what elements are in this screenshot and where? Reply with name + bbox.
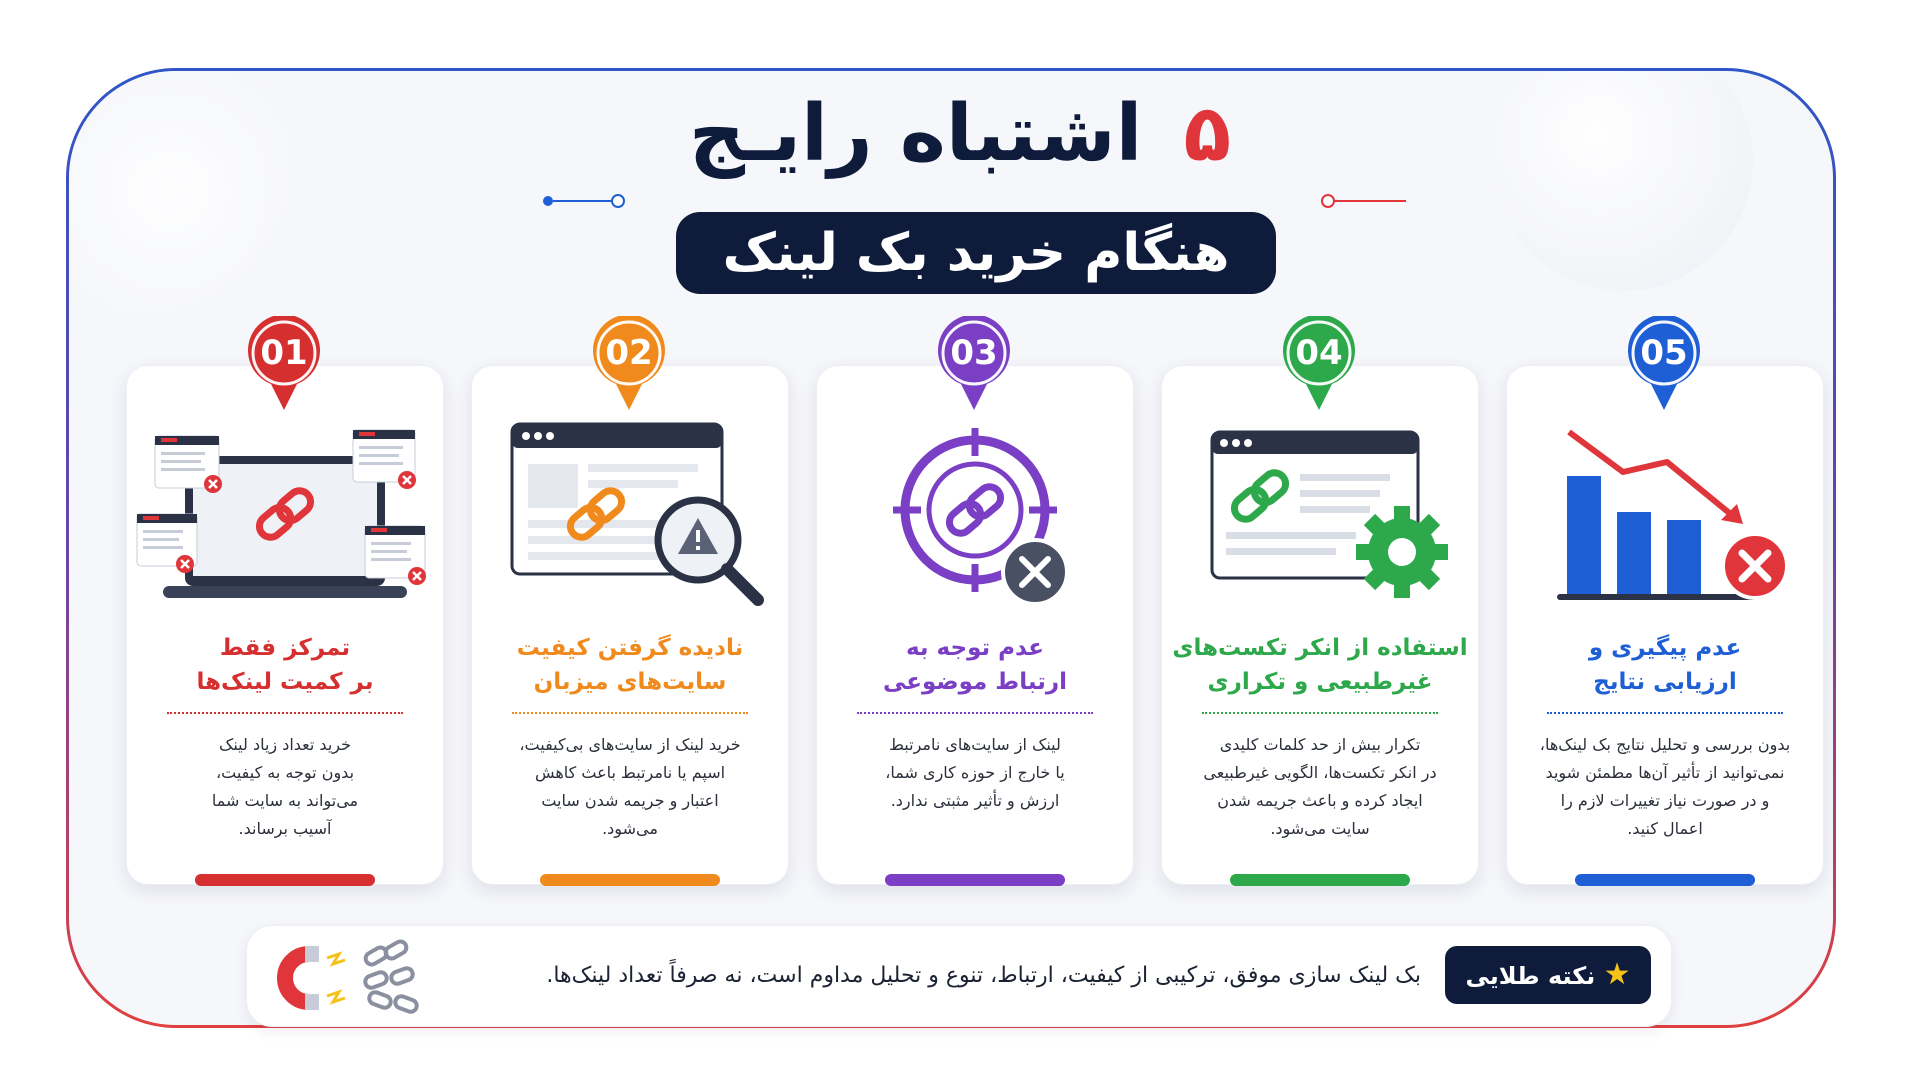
star-icon: ★ [1603,957,1631,992]
desc-line: می‌شود. [602,819,658,838]
card-number: 01 [260,333,308,373]
window-bl [137,514,197,573]
mistake-card-02 [471,333,789,885]
title-text: اشتباه رایـج [688,89,1143,179]
card-number: 04 [1295,333,1343,373]
desc-line: اعمال کنید. [1627,819,1703,838]
magnet-links-icon [265,936,445,1016]
card-number: 03 [950,333,998,373]
card-description [831,731,1119,815]
card-title-line-1: تمرکز فقط [219,635,351,661]
mistake-card-01 [126,333,444,885]
card-accent-bar [885,874,1065,886]
card-title [482,631,778,699]
desc-line: سایت می‌شود. [1270,819,1370,838]
window-tr [353,430,416,489]
window-br [365,526,426,585]
desc-line: خرید لینک از سایت‌های بی‌کیفیت، [519,735,741,754]
card-title-line-2: غیرطبیعی و تکراری [1207,669,1433,695]
card-title-line-1: عدم پیگیری و [1588,635,1742,661]
window-tl [155,436,222,493]
page-title [0,89,1920,179]
card-accent-bar [195,874,375,886]
card-title-line-1: عدم توجه به [905,635,1045,661]
target-link-icon [817,416,1133,616]
card-accent-bar [1230,874,1410,886]
browser-gear-link-icon [1162,416,1478,616]
right-connector-decoration [1320,193,1410,209]
desc-line: بدون بررسی و تحلیل نتایج بک لینک‌ها، [1539,735,1791,754]
card-description [486,731,774,843]
desc-line: لینک از سایت‌های نامرتبط [889,735,1061,754]
golden-tip-text: بک لینک سازی موفق، ترکیبی از کیفیت، ارتباط، تنوع و تحلیل مداوم است، نه صرفاً تعداد لینک‌ها. [546,963,1421,988]
browser-magnifier-warning-icon [472,416,788,616]
card-title [827,631,1123,699]
card-title-line-1: نادیده گرفتن کیفیت [516,635,744,661]
desc-line: در انکر تکست‌ها، الگویی غیرطبیعی [1203,763,1437,782]
card-description [1176,731,1464,843]
desc-line: نمی‌توانید از تأثیر آن‌ها مطمئن شوید [1545,763,1785,782]
card-title [137,631,433,699]
card-description [1521,731,1809,843]
card-title-line-2: سایت‌های میزبان [533,669,727,695]
card-title-line-2: ارتباط موضوعی [883,669,1067,695]
card-divider [512,712,748,714]
card-number: 02 [605,333,653,373]
card-divider [1547,712,1783,714]
mistake-card-03 [816,333,1134,885]
card-description [141,731,429,843]
card-number: 05 [1640,333,1688,373]
card-title-line-2: ارزیابی نتایج [1593,669,1737,695]
desc-line: می‌تواند به سایت شما [211,791,359,810]
mistake-card-04 [1161,333,1479,885]
card-title-line-1: استفاده از انکر تکست‌های [1172,635,1468,661]
card-title [1517,631,1813,699]
declining-chart-icon [1507,416,1823,616]
desc-line: اسپم یا نامرتبط باعث کاهش [534,763,726,782]
card-title-line-2: بر کمیت لینک‌ها [196,669,374,695]
left-connector-decoration [540,193,630,209]
card-divider [857,712,1093,714]
title-number: ۵ [1183,89,1232,179]
desc-line: تکرار بیش از حد کلمات کلیدی [1219,735,1421,754]
card-accent-bar [540,874,720,886]
desc-line: ارزش و تأثیر مثبتی ندارد. [890,791,1060,810]
card-divider [167,712,403,714]
subtitle-banner: هنگام خرید بک لینک [676,212,1276,294]
golden-tip-label: نکته طلایی [1465,962,1596,990]
desc-line: اعتبار و جریمه شدن سایت [541,791,719,810]
desc-line: و در صورت نیاز تغییرات لازم را [1560,791,1770,810]
desc-line: ایجاد کرده و باعث جریمه شدن [1217,791,1423,810]
desc-line: یا خارج از حوزه کاری شما، [885,763,1065,782]
golden-tip-badge [1445,946,1651,1004]
desc-line: بدون توجه به کیفیت، [215,763,355,782]
card-accent-bar [1575,874,1755,886]
desc-line: آسیب برساند. [238,819,332,838]
laptop-broken-links-icon [127,416,443,616]
golden-tip-box [246,925,1672,1027]
mistake-card-05 [1506,333,1824,885]
card-title [1172,631,1468,699]
desc-line: خرید تعداد زیاد لینک [219,735,351,754]
card-divider [1202,712,1438,714]
